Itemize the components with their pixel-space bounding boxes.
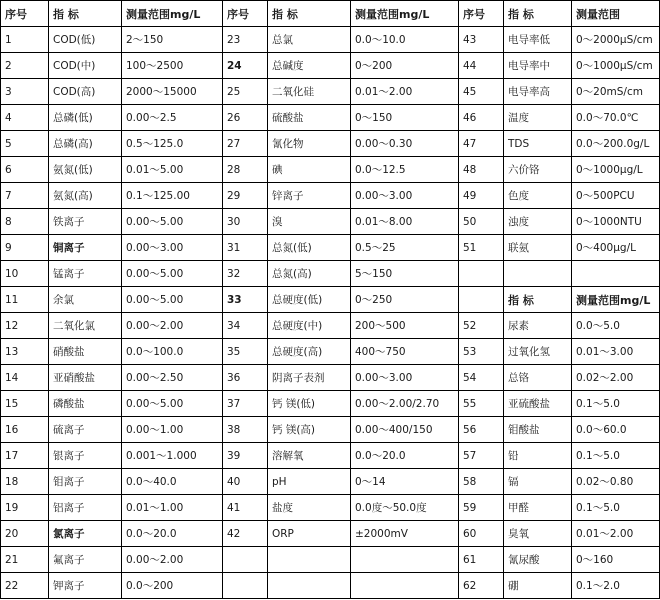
- indicator-name: 二氧化氯: [49, 313, 122, 339]
- indicator-name: 余氯: [49, 287, 122, 313]
- range-value: 0.00～5.00: [122, 391, 223, 417]
- row-number: 10: [1, 261, 49, 287]
- indicator-name: 硫离子: [49, 417, 122, 443]
- range-value: 5～150: [351, 261, 459, 287]
- range-value: 0～200: [351, 53, 459, 79]
- row-number: 23: [223, 27, 268, 53]
- table-body: [1, 1, 660, 599]
- indicator-name: 阴离子表剂: [268, 365, 351, 391]
- table-row: [1, 573, 660, 599]
- indicator-name: 碘: [268, 157, 351, 183]
- range-value: 0～500PCU: [572, 183, 660, 209]
- table-row: [1, 469, 660, 495]
- range-value: 0.5～25: [351, 235, 459, 261]
- row-number: 57: [459, 443, 504, 469]
- empty-cell: [223, 573, 268, 599]
- indicator-name: 电导率高: [504, 79, 572, 105]
- range-value: 2000～15000: [122, 79, 223, 105]
- indicator-name: 二氧化硅: [268, 79, 351, 105]
- range-value: 2～150: [122, 27, 223, 53]
- range-value: 0～14: [351, 469, 459, 495]
- row-number: 21: [1, 547, 49, 573]
- indicator-name: 镉: [504, 469, 572, 495]
- row-number: 58: [459, 469, 504, 495]
- indicator-name: 硼: [504, 573, 572, 599]
- row-number: 61: [459, 547, 504, 573]
- range-value: 0.02～0.80: [572, 469, 660, 495]
- row-number: 55: [459, 391, 504, 417]
- range-value: 0.1～5.0: [572, 391, 660, 417]
- row-number: 5: [1, 131, 49, 157]
- row-number: 56: [459, 417, 504, 443]
- indicator-name: 钾离子: [49, 573, 122, 599]
- row-number: 4: [1, 105, 49, 131]
- row-number: 13: [1, 339, 49, 365]
- table-row: [1, 521, 660, 547]
- indicator-name: ORP: [268, 521, 351, 547]
- indicator-name: 浊度: [504, 209, 572, 235]
- indicator-name: 亚硫酸盐: [504, 391, 572, 417]
- row-number: 44: [459, 53, 504, 79]
- indicator-name: COD(中): [49, 53, 122, 79]
- indicator-name: 溶解氧: [268, 443, 351, 469]
- indicator-name: 总磷(低): [49, 105, 122, 131]
- row-number: 39: [223, 443, 268, 469]
- range-value: 0.01～3.00: [572, 339, 660, 365]
- row-number: 60: [459, 521, 504, 547]
- range-value: 0～20mS/cm: [572, 79, 660, 105]
- range-value: 0.00～5.00: [122, 209, 223, 235]
- range-value: 0.1～2.0: [572, 573, 660, 599]
- range-value: 0.0～40.0: [122, 469, 223, 495]
- indicator-name: 总氮(高): [268, 261, 351, 287]
- indicator-name: 硝酸盐: [49, 339, 122, 365]
- range-value: 0.0～100.0: [122, 339, 223, 365]
- row-number: 12: [1, 313, 49, 339]
- row-number: 50: [459, 209, 504, 235]
- header-range: 测量范围mg/L: [351, 1, 459, 27]
- row-number: 37: [223, 391, 268, 417]
- indicator-name: 氟离子: [49, 547, 122, 573]
- header-row: [1, 1, 660, 27]
- empty-cell: [351, 573, 459, 599]
- row-number: 59: [459, 495, 504, 521]
- range-value: 0.00～0.30: [351, 131, 459, 157]
- range-value: 0.0～200: [122, 573, 223, 599]
- table-row: [1, 53, 660, 79]
- range-value: 0.001～1.000: [122, 443, 223, 469]
- row-number: 35: [223, 339, 268, 365]
- row-number: 54: [459, 365, 504, 391]
- indicator-name: 总硬度(低): [268, 287, 351, 313]
- range-value: 0.00～3.00: [351, 183, 459, 209]
- row-number: 40: [223, 469, 268, 495]
- header-number: 序号: [223, 1, 268, 27]
- indicator-name: 氰尿酸: [504, 547, 572, 573]
- range-value: 0～150: [351, 105, 459, 131]
- indicator-name: 铅: [504, 443, 572, 469]
- range-value: 200～500: [351, 313, 459, 339]
- indicator-name: 甲醛: [504, 495, 572, 521]
- range-value: 400～750: [351, 339, 459, 365]
- range-value: 0.0度～50.0度: [351, 495, 459, 521]
- row-number: 38: [223, 417, 268, 443]
- range-value: 0.0～200.0g/L: [572, 131, 660, 157]
- range-value: 0.0～20.0: [351, 443, 459, 469]
- empty-cell: [351, 547, 459, 573]
- indicator-name: 联氨: [504, 235, 572, 261]
- table-row: [1, 417, 660, 443]
- row-number: 49: [459, 183, 504, 209]
- indicator-name: 溴: [268, 209, 351, 235]
- row-number: 7: [1, 183, 49, 209]
- header-indicator: 指 标: [49, 1, 122, 27]
- header-range: 测量范围: [572, 1, 660, 27]
- range-value: 0.00～1.00: [122, 417, 223, 443]
- row-number: 28: [223, 157, 268, 183]
- indicator-name: 六价铬: [504, 157, 572, 183]
- range-value: 100～2500: [122, 53, 223, 79]
- table-row: [1, 105, 660, 131]
- empty-cell: [268, 573, 351, 599]
- indicator-name: 锌离子: [268, 183, 351, 209]
- header-range: 测量范围mg/L: [572, 287, 660, 313]
- row-number: 45: [459, 79, 504, 105]
- indicator-name: 总硬度(高): [268, 339, 351, 365]
- row-number: 31: [223, 235, 268, 261]
- table-row: [1, 183, 660, 209]
- indicator-name: 铝离子: [49, 495, 122, 521]
- indicator-name: 电导率低: [504, 27, 572, 53]
- indicator-name: 钙 镁(低): [268, 391, 351, 417]
- indicator-name: 氨氮(低): [49, 157, 122, 183]
- range-value: 0.01～5.00: [122, 157, 223, 183]
- range-value: 0.00～5.00: [122, 287, 223, 313]
- row-number: 26: [223, 105, 268, 131]
- range-value: 0.01～1.00: [122, 495, 223, 521]
- row-number: 1: [1, 27, 49, 53]
- range-value: 0～160: [572, 547, 660, 573]
- row-number: 51: [459, 235, 504, 261]
- row-number: 62: [459, 573, 504, 599]
- range-value: 0.0～70.0℃: [572, 105, 660, 131]
- indicator-name: 盐度: [268, 495, 351, 521]
- indicator-name: 磷酸盐: [49, 391, 122, 417]
- row-number: 27: [223, 131, 268, 157]
- range-value: 0.00～5.00: [122, 261, 223, 287]
- indicator-name: TDS: [504, 131, 572, 157]
- indicator-name: 亚硝酸盐: [49, 365, 122, 391]
- row-number: 52: [459, 313, 504, 339]
- table-row: [1, 313, 660, 339]
- range-value: 0.01～8.00: [351, 209, 459, 235]
- row-number: 34: [223, 313, 268, 339]
- range-value: 0.0～60.0: [572, 417, 660, 443]
- header-range: 测量范围mg/L: [122, 1, 223, 27]
- row-number: 29: [223, 183, 268, 209]
- indicator-name: 总磷(高): [49, 131, 122, 157]
- row-number: 11: [1, 287, 49, 313]
- row-number: 20: [1, 521, 49, 547]
- table-row: [1, 235, 660, 261]
- indicator-name: 过氧化氢: [504, 339, 572, 365]
- indicator-name: 硫酸盐: [268, 105, 351, 131]
- row-number: 32: [223, 261, 268, 287]
- row-number: 41: [223, 495, 268, 521]
- indicator-name: 总硬度(中): [268, 313, 351, 339]
- header-indicator: 指 标: [504, 287, 572, 313]
- table-row: [1, 339, 660, 365]
- range-value: 0.0～12.5: [351, 157, 459, 183]
- range-value: 0.0～10.0: [351, 27, 459, 53]
- range-value: 0～250: [351, 287, 459, 313]
- row-number: 14: [1, 365, 49, 391]
- row-number: 42: [223, 521, 268, 547]
- indicator-name: 总铬: [504, 365, 572, 391]
- indicator-name: 铜离子: [49, 235, 122, 261]
- indicator-name: 尿素: [504, 313, 572, 339]
- range-value: 0.00～2.5: [122, 105, 223, 131]
- range-value: 0～400μg/L: [572, 235, 660, 261]
- row-number: 19: [1, 495, 49, 521]
- indicator-name: COD(高): [49, 79, 122, 105]
- row-number: 25: [223, 79, 268, 105]
- table-row: [1, 391, 660, 417]
- indicator-name: 臭氧: [504, 521, 572, 547]
- range-value: 0.00～2.50: [122, 365, 223, 391]
- row-number: 30: [223, 209, 268, 235]
- empty-cell: [459, 287, 504, 313]
- row-number: 9: [1, 235, 49, 261]
- range-value: 0.01～2.00: [351, 79, 459, 105]
- indicator-name: pH: [268, 469, 351, 495]
- table-row: [1, 209, 660, 235]
- indicator-name: 氰化物: [268, 131, 351, 157]
- row-number: 46: [459, 105, 504, 131]
- row-number: 18: [1, 469, 49, 495]
- indicator-name: 钼酸盐: [504, 417, 572, 443]
- range-value: 0.02～2.00: [572, 365, 660, 391]
- range-value: 0.1～125.00: [122, 183, 223, 209]
- range-value: 0.0～5.0: [572, 313, 660, 339]
- empty-cell: [572, 261, 660, 287]
- indicator-name: 总碱度: [268, 53, 351, 79]
- row-number: 6: [1, 157, 49, 183]
- indicator-name: 氯离子: [49, 521, 122, 547]
- indicator-name: 钼离子: [49, 469, 122, 495]
- table-row: [1, 79, 660, 105]
- empty-cell: [504, 261, 572, 287]
- range-value: 0.00～2.00: [122, 313, 223, 339]
- row-number: 48: [459, 157, 504, 183]
- indicator-name: 总氯: [268, 27, 351, 53]
- indicator-name: 氨氮(高): [49, 183, 122, 209]
- row-number: 33: [223, 287, 268, 313]
- header-number: 序号: [1, 1, 49, 27]
- range-value: 0.01～2.00: [572, 521, 660, 547]
- row-number: 3: [1, 79, 49, 105]
- table-row: [1, 443, 660, 469]
- table-row: [1, 131, 660, 157]
- row-number: 2: [1, 53, 49, 79]
- indicator-name: 温度: [504, 105, 572, 131]
- indicator-name: COD(低): [49, 27, 122, 53]
- row-number: 17: [1, 443, 49, 469]
- range-value: 0.1～5.0: [572, 443, 660, 469]
- table-row: [1, 157, 660, 183]
- range-value: 0.00～2.00/2.70: [351, 391, 459, 417]
- indicator-name: 铁离子: [49, 209, 122, 235]
- range-value: 0.0～20.0: [122, 521, 223, 547]
- table-row: [1, 27, 660, 53]
- row-number: 47: [459, 131, 504, 157]
- table-row: [1, 365, 660, 391]
- row-number: 15: [1, 391, 49, 417]
- indicator-name: 色度: [504, 183, 572, 209]
- row-number: 36: [223, 365, 268, 391]
- indicator-name: 电导率中: [504, 53, 572, 79]
- range-value: ±2000mV: [351, 521, 459, 547]
- indicator-name: 钙 镁(高): [268, 417, 351, 443]
- indicator-name: 总氮(低): [268, 235, 351, 261]
- range-value: 0～1000μg/L: [572, 157, 660, 183]
- empty-cell: [223, 547, 268, 573]
- range-value: 0.00～2.00: [122, 547, 223, 573]
- header-indicator: 指 标: [268, 1, 351, 27]
- header-indicator: 指 标: [504, 1, 572, 27]
- header-number: 序号: [459, 1, 504, 27]
- range-value: 0.00～3.00: [351, 365, 459, 391]
- range-value: 0.00～400/150: [351, 417, 459, 443]
- range-value: 0.5～125.0: [122, 131, 223, 157]
- row-number: 16: [1, 417, 49, 443]
- range-value: 0～1000NTU: [572, 209, 660, 235]
- indicator-name: 银离子: [49, 443, 122, 469]
- table-row: [1, 261, 660, 287]
- indicator-name: 锰离子: [49, 261, 122, 287]
- empty-cell: [268, 547, 351, 573]
- empty-cell: [459, 261, 504, 287]
- table-row: [1, 547, 660, 573]
- row-number: 43: [459, 27, 504, 53]
- range-value: 0.1～5.0: [572, 495, 660, 521]
- range-value: 0～2000μS/cm: [572, 27, 660, 53]
- row-number: 53: [459, 339, 504, 365]
- table-row: [1, 287, 660, 313]
- row-number: 24: [223, 53, 268, 79]
- row-number: 22: [1, 573, 49, 599]
- table-row: [1, 495, 660, 521]
- range-value: 0.00～3.00: [122, 235, 223, 261]
- row-number: 8: [1, 209, 49, 235]
- range-value: 0～1000μS/cm: [572, 53, 660, 79]
